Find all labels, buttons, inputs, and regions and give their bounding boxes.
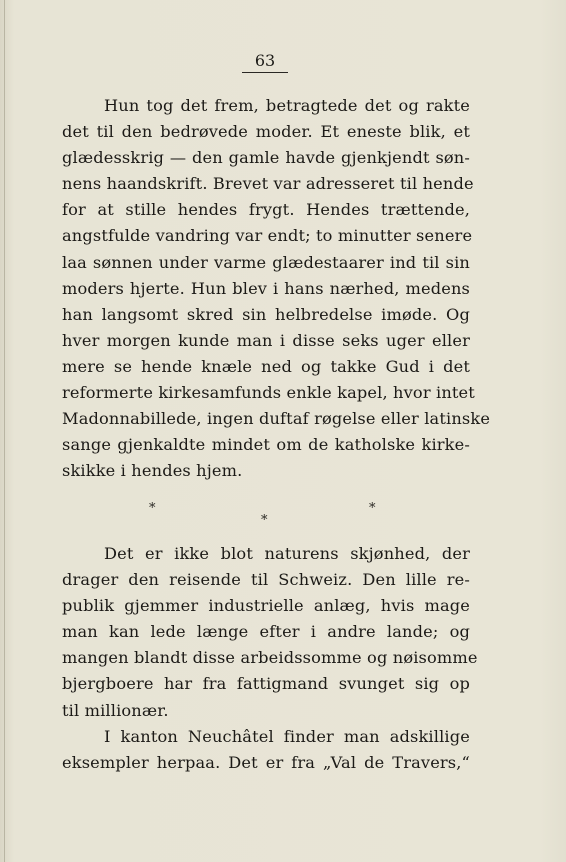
text-line: reformerte kirkesamfunds enkle kapel, hvor intet bbox=[62, 383, 475, 403]
text-line: til millionær. bbox=[62, 700, 169, 720]
text-line: han langsomt skred sin helbredelse imøde. Og bbox=[62, 304, 470, 324]
text-line: moders hjerte. Hun blev i hans nærhed, medens bbox=[62, 278, 470, 298]
text-line: eksempler herpaa. Det er fra „Val de Travers,“ bbox=[62, 752, 470, 772]
text-line: man kan lede længe efter i andre lande; og bbox=[62, 622, 470, 642]
text-line: skikke i hendes hjem. bbox=[62, 461, 243, 481]
text-line: glædesskrig — den gamle havde gjenkjendt søn- bbox=[62, 148, 470, 168]
text-line: mangen blandt disse arbeidssomme og nøisomme bbox=[62, 648, 478, 668]
asterisk-ornament: * bbox=[149, 501, 156, 516]
paragraph-1 bbox=[62, 93, 491, 484]
text-line: Hun tog det frem, betragtede det og rakte bbox=[104, 96, 470, 115]
text-line: Det er ikke blot naturens skjønhed, der bbox=[104, 544, 470, 563]
text-line: det til den bedrøvede moder. Et eneste blik, et bbox=[62, 122, 470, 142]
text-line: sange gjenkaldte mindet om de katholske kirke- bbox=[62, 435, 470, 455]
page-number: 63 bbox=[242, 52, 288, 73]
page-gutter-edge bbox=[4, 0, 5, 862]
text-line: for at stille hendes frygt. Hendes trættende, bbox=[62, 200, 470, 220]
text-line: angstfulde vandring var endt; to minutter senere bbox=[62, 226, 473, 246]
text-line: drager den reisende til Schweiz. Den lille re- bbox=[62, 570, 470, 590]
text-line: publik gjemmer industrielle anlæg, hvis mage bbox=[62, 596, 470, 616]
text-line: nens haandskrift. Brevet var adresseret til hende bbox=[62, 174, 474, 194]
text-line: laa sønnen under varme glædestaarer ind til sin bbox=[62, 252, 470, 272]
text-line: bjergboere har fra fattigmand svunget sig op bbox=[62, 674, 470, 694]
text-line: mere se hende knæle ned og takke Gud i det bbox=[62, 356, 470, 376]
paragraph-2 bbox=[62, 541, 478, 776]
asterisk-ornament: * bbox=[261, 513, 268, 528]
text-line: Madonnabillede, ingen duftaf røgelse eller latinske bbox=[62, 409, 491, 429]
text-line: hver morgen kunde man i disse seks uger eller bbox=[62, 330, 470, 350]
text-line: I kanton Neuchâtel finder man adskillige bbox=[104, 726, 470, 746]
asterisk-ornament: * bbox=[369, 501, 376, 516]
